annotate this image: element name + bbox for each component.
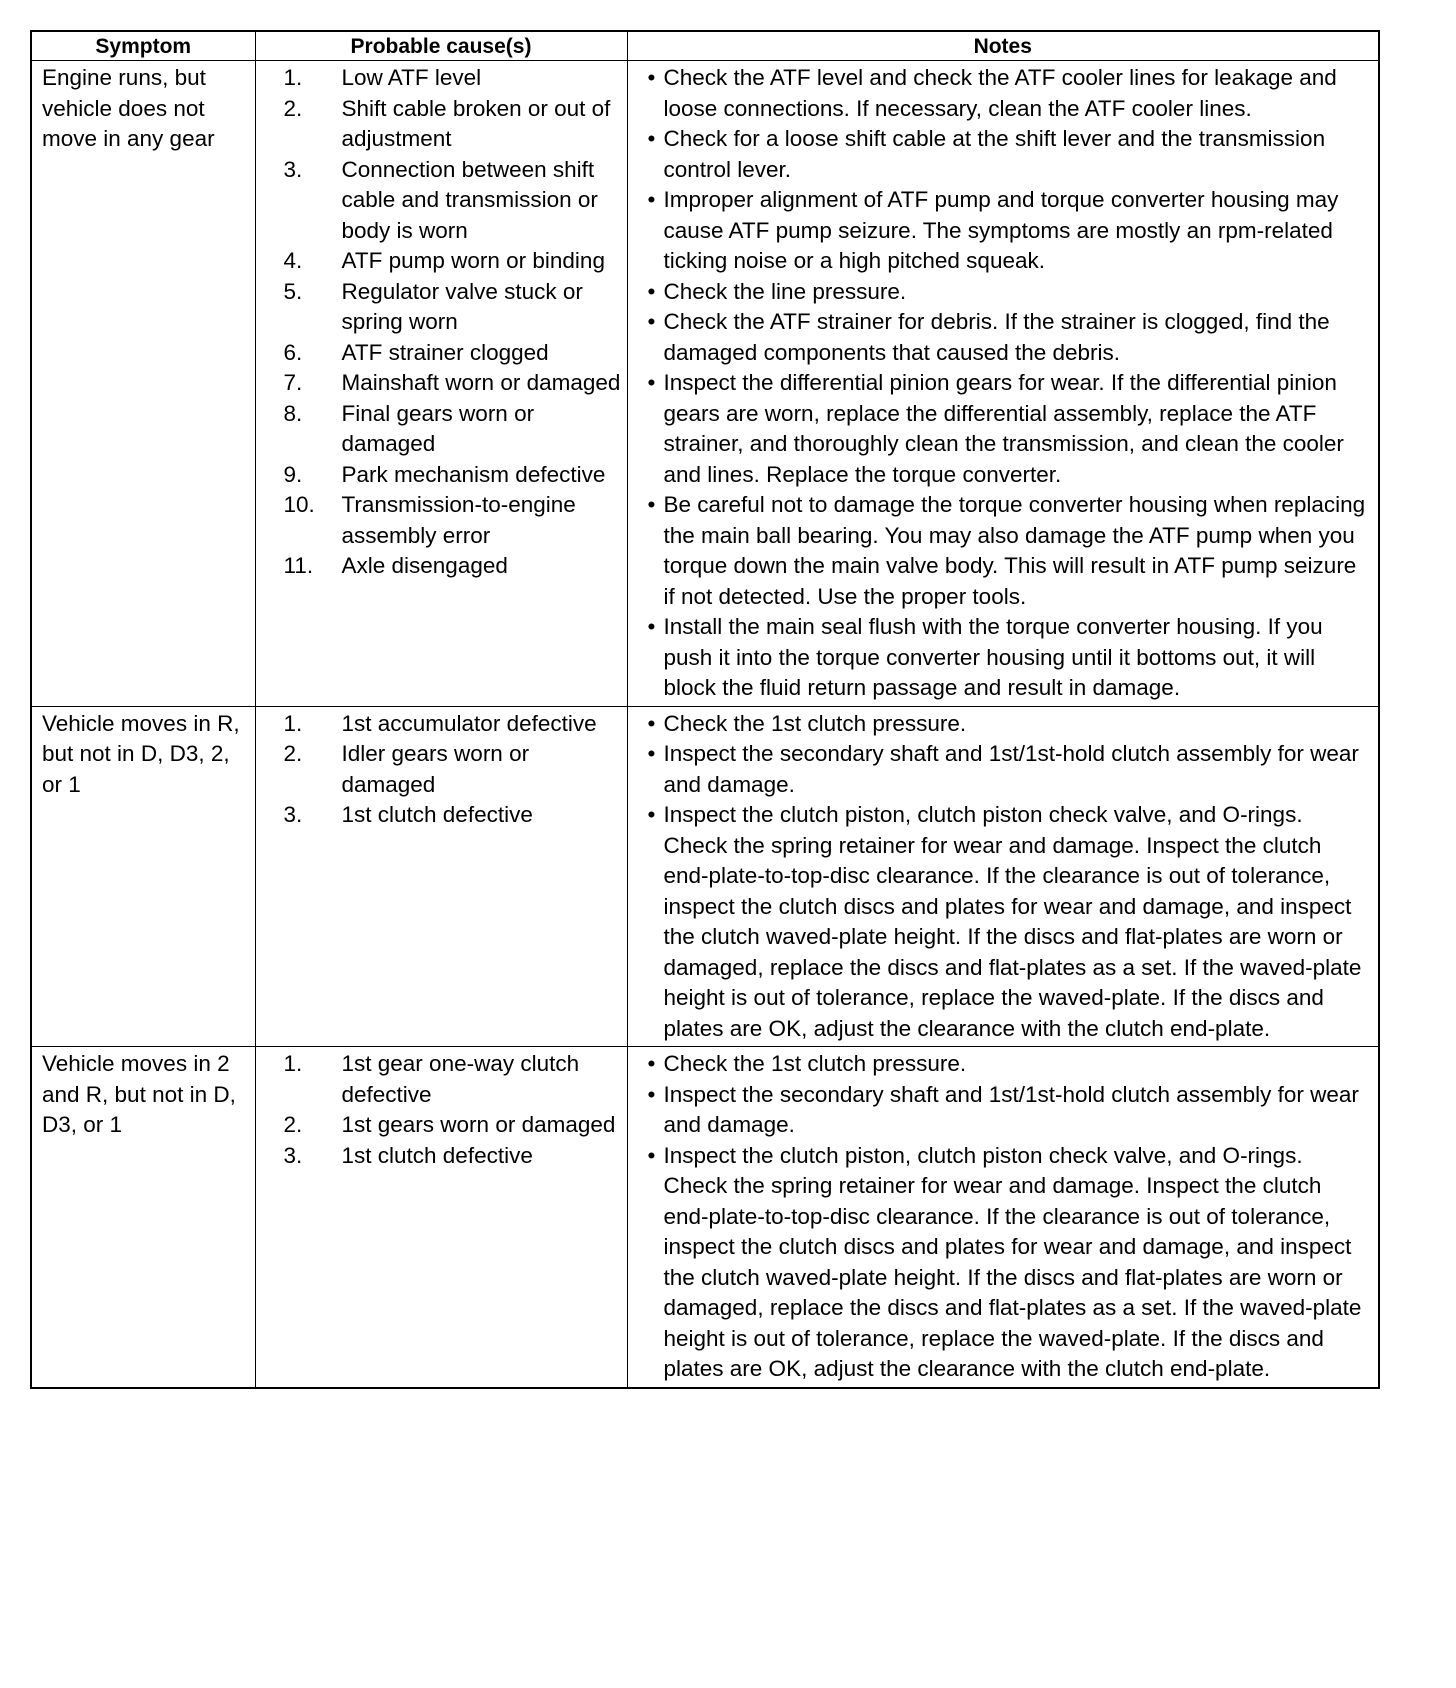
bullet-icon: • (647, 802, 656, 827)
cause-item (284, 490, 621, 551)
bullet-icon: • (647, 126, 656, 151)
note-text: Inspect the secondary shaft and 1st/1st-hold clutch assembly for wear and damage. (663, 1081, 1359, 1137)
cause-text: Idler gears worn or damaged (341, 741, 530, 797)
cause-item (284, 551, 621, 582)
troubleshooting-table (30, 30, 1380, 1389)
cause-number: 3. (283, 802, 303, 827)
note-text: Check for a loose shift cable at the shift lever and the transmission control lever. (663, 126, 1326, 182)
bullet-icon: • (647, 614, 656, 639)
cause-text: Connection between shift cable and transmission or body is worn (341, 156, 598, 243)
symptom-cell: Vehicle moves in R, but not in D, D3, 2, or 1 (31, 706, 255, 1047)
cause-item (284, 800, 621, 831)
note-item (640, 800, 1373, 1044)
cause-number: 2. (283, 95, 303, 121)
cause-number: 1. (283, 1051, 303, 1076)
cause-list (266, 709, 621, 831)
note-text: Install the main seal flush with the torque converter housing. If you push it into the torque converter housing until it bottoms out, it will block the fluid return passage and result in damage. (663, 614, 1323, 700)
note-text: Inspect the clutch piston, clutch piston check valve, and O-rings. Check the spring retainer for wear and damage. Inspect the clutch end-plate-to-top-disc clearance. If the clearance is out of tolerance, inspect the clutch discs and plates for wear and damage, and inspect the clutch waved-plate height. If the discs and flat-plates are worn or damaged, replace the discs and flat-plates as a set. If the waved-plate height is out of tolerance, replace the waved-plate. If the discs and plates are OK, adjust the clearance with the clutch end-plate. (663, 802, 1362, 1041)
cause-item (284, 1141, 621, 1172)
note-item (640, 1141, 1373, 1385)
causes-cell (255, 1047, 627, 1388)
table-row (31, 61, 1379, 707)
notes-header: Notes (627, 31, 1379, 61)
bullet-icon: • (647, 710, 656, 736)
bullet-icon: • (647, 741, 656, 766)
note-text: Inspect the differential pinion gears for wear. If the differential pinion gears are worn, replace the differential assembly, replace the ATF strainer, and thoroughly clean the transmission, and clean the cooler and lines. Replace the torque converter. (663, 370, 1344, 487)
causes-header: Probable cause(s) (255, 31, 627, 61)
cause-number: 2. (283, 1112, 303, 1137)
cause-item (284, 368, 621, 399)
cause-number: 6. (283, 339, 303, 365)
cause-list (266, 1049, 621, 1171)
note-text: Check the ATF level and check the ATF cooler lines for leakage and loose connections. If necessary, clean the ATF cooler lines. (663, 65, 1337, 121)
note-item (640, 490, 1373, 612)
cause-number: 1. (283, 65, 303, 90)
cause-text: Transmission-to-engine assembly error (341, 492, 576, 548)
cause-number: 10. (283, 492, 315, 517)
cause-item (284, 94, 621, 155)
note-list (638, 63, 1373, 704)
cause-item (284, 1049, 621, 1110)
cause-number: 2. (283, 741, 303, 766)
note-list (638, 1049, 1373, 1385)
bullet-icon: • (647, 65, 656, 90)
symptom-header: Symptom (31, 31, 255, 61)
notes-cell (627, 61, 1379, 707)
symptom-cell: Vehicle moves in 2 and R, but not in D, D3, or 1 (31, 1047, 255, 1388)
cause-item (284, 739, 621, 800)
cause-text: 1st gear one-way clutch defective (341, 1051, 580, 1107)
cause-item (284, 155, 621, 247)
bullet-icon: • (647, 187, 656, 212)
cause-item (284, 63, 621, 94)
symptom-cell: Engine runs, but vehicle does not move in any gear (31, 61, 255, 707)
cause-item (284, 460, 621, 491)
cause-number: 1. (283, 710, 303, 736)
cause-text: 1st clutch defective (341, 802, 533, 827)
cause-text: Mainshaft worn or damaged (341, 370, 621, 395)
note-item (640, 185, 1373, 277)
cause-text: 1st gears worn or damaged (341, 1112, 616, 1137)
note-item (640, 307, 1373, 368)
bullet-icon: • (647, 309, 656, 334)
note-text: Inspect the secondary shaft and 1st/1st-hold clutch assembly for wear and damage. (663, 741, 1359, 797)
note-item (640, 612, 1373, 704)
note-item (640, 368, 1373, 490)
bullet-icon: • (647, 1142, 656, 1168)
bullet-icon: • (647, 1081, 656, 1107)
note-item (640, 277, 1373, 308)
causes-cell (255, 706, 627, 1047)
cause-list (266, 63, 621, 582)
cause-number: 4. (283, 248, 303, 273)
cause-item (284, 246, 621, 277)
note-item (640, 739, 1373, 800)
cause-text: Final gears worn or damaged (341, 400, 535, 456)
cause-text: Axle disengaged (341, 553, 508, 578)
cause-number: 8. (283, 400, 303, 426)
note-item (640, 1080, 1373, 1141)
bullet-icon: • (647, 278, 656, 304)
cause-text: Shift cable broken or out of adjustment (341, 95, 611, 151)
cause-number: 3. (283, 156, 303, 182)
cause-text: 1st clutch defective (341, 1142, 533, 1168)
cause-number: 7. (283, 370, 303, 395)
note-item (640, 63, 1373, 124)
cause-text: Low ATF level (341, 65, 482, 90)
causes-cell (255, 61, 627, 707)
cause-number: 3. (283, 1142, 303, 1168)
note-text: Check the ATF strainer for debris. If the strainer is clogged, find the damaged components that caused the debris. (663, 309, 1330, 365)
table-row (31, 706, 1379, 1047)
note-text: Check the 1st clutch pressure. (663, 710, 967, 736)
table-row (31, 1047, 1379, 1388)
note-text: Check the line pressure. (663, 278, 907, 304)
notes-cell (627, 1047, 1379, 1388)
note-text: Improper alignment of ATF pump and torque converter housing may cause ATF pump seizure. The symptoms are mostly an rpm-related ticking noise or a high pitched squeak. (663, 187, 1339, 273)
cause-item (284, 1110, 621, 1141)
cause-text: ATF pump worn or binding (341, 248, 605, 273)
cause-text: 1st accumulator defective (341, 710, 597, 736)
cause-item (284, 399, 621, 460)
cause-text: Park mechanism defective (341, 461, 606, 487)
bullet-icon: • (647, 1051, 656, 1076)
cause-number: 11. (283, 553, 314, 578)
notes-cell (627, 706, 1379, 1047)
cause-item (284, 709, 621, 740)
cause-number: 9. (283, 461, 303, 487)
cause-item (284, 277, 621, 338)
cause-text: Regulator valve stuck or spring worn (341, 278, 583, 334)
note-item (640, 1049, 1373, 1080)
cause-item (284, 338, 621, 369)
note-list (638, 709, 1373, 1045)
header-row (31, 31, 1379, 61)
bullet-icon: • (647, 370, 656, 395)
note-text: Be careful not to damage the torque converter housing when replacing the main ball bearing. You may also damage the ATF pump when you torque down the main valve body. This will result in ATF pump seizure if not detected. Use the proper tools. (663, 492, 1366, 609)
note-item (640, 709, 1373, 740)
cause-number: 5. (283, 278, 303, 304)
cause-text: ATF strainer clogged (341, 339, 549, 365)
note-item (640, 124, 1373, 185)
bullet-icon: • (647, 492, 656, 517)
note-text: Inspect the clutch piston, clutch piston check valve, and O-rings. Check the spring retainer for wear and damage. Inspect the clutch end-plate-to-top-disc clearance. If the clearance is out of tolerance, inspect the clutch discs and plates for wear and damage, and inspect the clutch waved-plate height. If the discs and flat-plates are worn or damaged, replace the discs and flat-plates as a set. If the waved-plate height is out of tolerance, replace the waved-plate. If the discs and plates are OK, adjust the clearance with the clutch end-plate. (663, 1142, 1362, 1381)
note-text: Check the 1st clutch pressure. (663, 1051, 967, 1076)
